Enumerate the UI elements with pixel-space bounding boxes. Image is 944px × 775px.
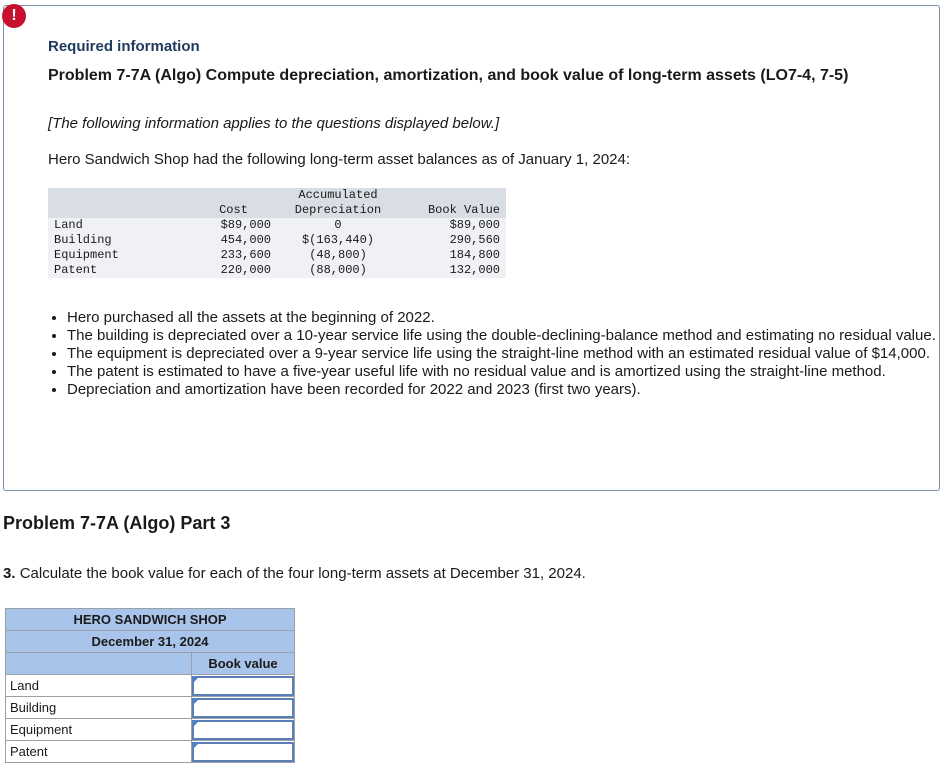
required-info-heading: Required information: [48, 38, 200, 55]
intro-text: Hero Sandwich Shop had the following long-term asset balances as of January 1, 2024:: [48, 151, 631, 168]
statement-date: December 31, 2024: [6, 631, 295, 653]
asset-accum: (48,800): [309, 248, 367, 262]
asset-book: 290,560: [449, 233, 500, 247]
list-item: • The patent is estimated to have a five-year useful life with no residual value and is amortized using the straight-line method.: [67, 363, 937, 381]
asset-cost: $89,000: [220, 218, 271, 232]
asset-book: 184,800: [449, 248, 500, 262]
table-row: [6, 719, 295, 741]
asset-cost: 220,000: [220, 263, 271, 277]
company-name: HERO SANDWICH SHOP: [6, 609, 295, 631]
asset-book: $89,000: [449, 218, 500, 232]
asset-name: Land: [54, 218, 83, 232]
row-label: Equipment: [6, 719, 192, 741]
accum-header-line2: Depreciation: [294, 203, 382, 217]
asset-accum: 0: [334, 218, 342, 232]
blank-header: [6, 653, 192, 675]
row-label: Land: [6, 675, 192, 697]
table-row: [48, 218, 506, 233]
applies-note: [The following information applies to the questions displayed below.]: [48, 115, 500, 132]
land-book-value-input[interactable]: [192, 676, 294, 696]
patent-book-value-input[interactable]: [192, 742, 294, 762]
asset-balances-table: [48, 188, 506, 278]
equipment-book-value-input[interactable]: [192, 720, 294, 740]
table-row: [48, 233, 506, 248]
question-text: [3, 565, 586, 582]
asset-cost: 233,600: [220, 248, 271, 262]
question-number: 3.: [3, 565, 16, 582]
building-book-value-input[interactable]: [192, 698, 294, 718]
asset-accum: $(163,440): [301, 233, 374, 247]
book-value-header: Book Value: [427, 203, 500, 217]
problem-title: Problem 7-7A (Algo) Compute depreciation, amortization, and book value of long-term assets (LO7-4, 7-5): [48, 67, 849, 84]
accum-header-line1: Accumulated: [298, 188, 378, 202]
asset-book: 132,000: [449, 263, 500, 277]
list-item: • The equipment is depreciated over a 9-year service life using the straight-line method with an estimated residual value of $14,000.: [67, 345, 937, 363]
assumptions-list: [48, 309, 937, 399]
list-item: • Hero purchased all the assets at the beginning of 2022.: [67, 309, 937, 327]
cost-header: Cost: [219, 203, 248, 217]
list-item: • Depreciation and amortization have been recorded for 2022 and 2023 (first two years).: [67, 381, 937, 399]
table-row: [48, 263, 506, 278]
table-header-row: [48, 203, 506, 218]
row-label: Building: [6, 697, 192, 719]
asset-cost: 454,000: [220, 233, 271, 247]
book-value-column-header: Book value: [192, 653, 295, 675]
row-label: Patent: [6, 741, 192, 763]
asset-name: Building: [54, 233, 112, 247]
table-row: [6, 697, 295, 719]
book-value-answer-table: [5, 608, 295, 763]
list-item: • The building is depreciated over a 10-year service life using the double-declining-balance method and estimating no residual value.: [67, 327, 937, 345]
table-row: [48, 248, 506, 263]
table-row: [6, 741, 295, 763]
required-info-panel: [3, 5, 940, 491]
alert-icon: !: [2, 4, 26, 28]
asset-accum: (88,000): [309, 263, 367, 277]
asset-name: Patent: [54, 263, 98, 277]
table-header-row: [48, 188, 506, 203]
asset-name: Equipment: [54, 248, 119, 262]
part-title: Problem 7-7A (Algo) Part 3: [3, 513, 231, 533]
question-body: Calculate the book value for each of the four long-term assets at December 31, 2024.: [19, 565, 586, 582]
table-row: [6, 675, 295, 697]
